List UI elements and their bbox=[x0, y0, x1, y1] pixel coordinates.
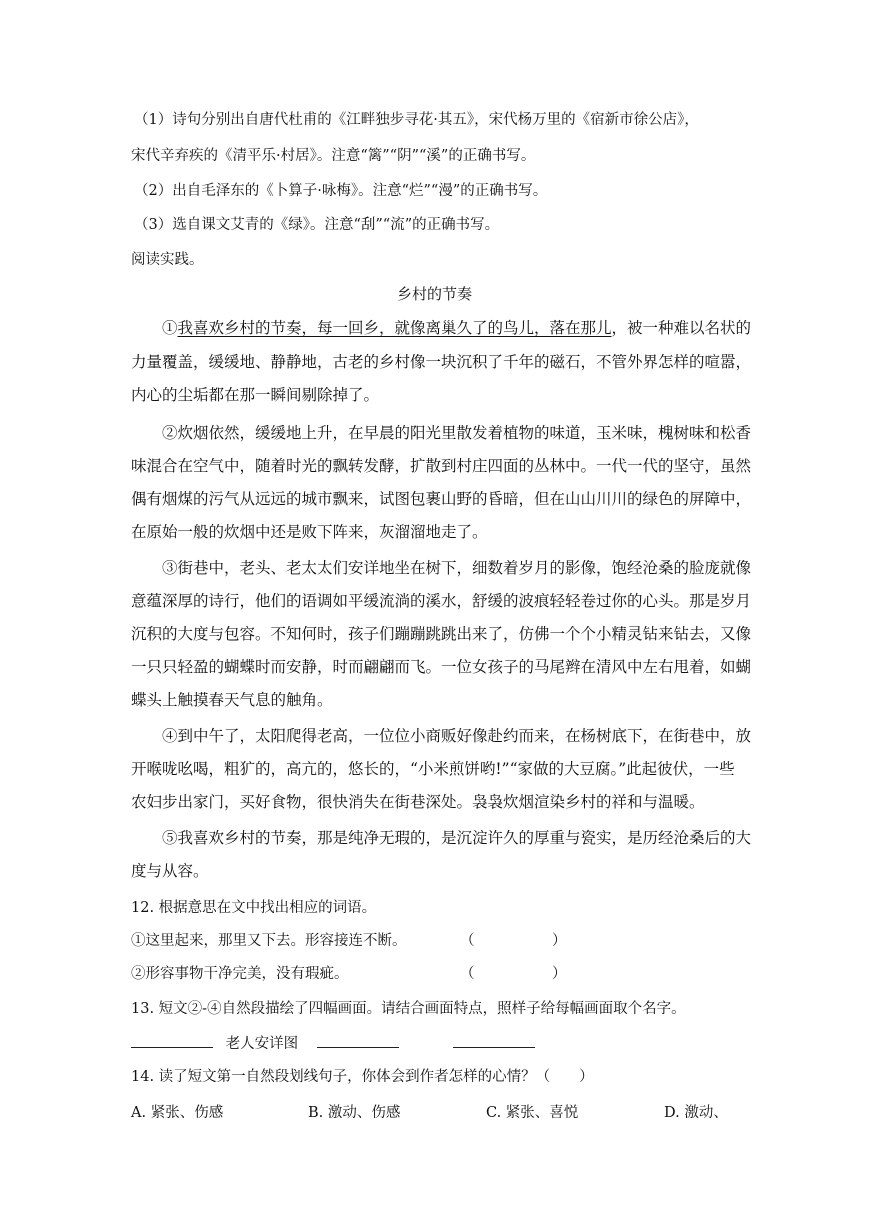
paragraph-1-line-2: 力量覆盖，缓缓地、静静地，古老的乡村像一块沉积了千年的磁石，不管外界怎样的喧嚣， bbox=[131, 353, 752, 371]
answer-blank-2[interactable] bbox=[317, 1033, 399, 1048]
paragraph-3-line-4: 一只只轻盈的蝴蝶时而安静，时而翩翩而飞。一位女孩子的马尾辫在清风中左右甩着，如蝴 bbox=[131, 658, 752, 676]
paragraph-2-line-3: 偶有烟煤的污气从远远的城市飘来，试图包裹山野的昏暗，但在山山川川的绿色的屏障中， bbox=[131, 490, 752, 508]
note-2: （2）出自毛泽东的《卜算子·咏梅》。注意“烂”“漫”的正确书写。 bbox=[134, 183, 548, 199]
answer-blank-1[interactable] bbox=[131, 1033, 213, 1048]
paragraph-2-line-1: ②炊烟依然，缓缓地上升，在早晨的阳光里散发着植物的味道，玉米味，槐树味和松香 bbox=[162, 424, 752, 442]
question-13-answer-row bbox=[131, 1033, 535, 1054]
paragraph-1-line-3: 内心的尘垢都在那一瞬间剔除掉了。 bbox=[131, 386, 380, 404]
option-c[interactable]: C. 紧张、喜悦 bbox=[486, 1105, 579, 1121]
option-b[interactable]: B. 激动、伤感 bbox=[308, 1105, 401, 1121]
question-13: 13. 短文②-④自然段描绘了四幅画面。请结合画面特点，照样子给每幅画面取个名字。 bbox=[131, 1001, 686, 1017]
paragraph-3-line-1: ③街巷中，老头、老太太们安详地坐在树下，细数着岁月的影像，饱经沧桑的脸庞就像 bbox=[162, 559, 752, 577]
reading-practice-label: 阅读实践。 bbox=[131, 252, 204, 268]
answer-paren-close-2[interactable]: ） bbox=[552, 966, 567, 982]
paragraph-2-line-2: 味混合在空气中，随着时光的飘转发酵，扩散到村庄四面的丛林中。一代一代的坚守，虽然 bbox=[131, 457, 752, 475]
note-3: （3）选自课文艾青的《绿》。注意“刮”“流”的正确书写。 bbox=[134, 217, 500, 233]
answer-paren-open-2: （ bbox=[460, 966, 475, 982]
option-a[interactable]: A. 紧张、伤感 bbox=[131, 1105, 224, 1121]
answer-blank-3[interactable] bbox=[453, 1033, 535, 1048]
paragraph-1-rest: ，被一种难以名状的 bbox=[611, 319, 752, 337]
paragraph-3-line-5: 蝶头上触摸春天气息的触角。 bbox=[131, 691, 333, 709]
paragraph-1-line-1 bbox=[162, 318, 751, 338]
question-14: 14. 读了短文第一自然段划线句子，你体会到作者怎样的心情？（ ） bbox=[131, 1069, 594, 1085]
paragraph-4-line-3: 农妇步出家门，买好食物，很快消失在街巷深处。袅袅炊烟渲染乡村的祥和与温暖。 bbox=[131, 793, 705, 811]
paragraph-1-number: ① bbox=[162, 319, 178, 337]
note-1-line-2: 宋代辛弃疾的《清平乐·村居》。注意“篱”“阴”“溪”的正确书写。 bbox=[131, 148, 536, 164]
paragraph-2-line-4: 在原始一般的炊烟中还是败下阵来，灰溜溜地走了。 bbox=[131, 523, 488, 541]
paragraph-3-line-3: 沉积的大度与包容。不知何时，孩子们蹦蹦跳跳出来了，仿佛一个个小精灵钻来钻去，又像 bbox=[131, 625, 752, 643]
paragraph-4-line-2: 开喉咙吆喝，粗犷的，高亢的，悠长的，“小米煎饼哟!”“家做的大豆腐。”此起彼伏，一些 bbox=[131, 760, 735, 778]
paragraph-4-line-1: ④到中午了，太阳爬得老高，一位位小商贩好像赴约而来，在杨树底下，在街巷中，放 bbox=[162, 727, 752, 745]
question-12: 12. 根据意思在文中找出相应的词语。 bbox=[131, 900, 377, 916]
example-answer: 老人安详图 bbox=[225, 1036, 299, 1052]
question-12-item-1: ①这里起来，那里又下去。形容接连不断。 bbox=[131, 933, 407, 949]
article-title: 乡村的节奏 bbox=[396, 285, 472, 303]
note-1-line-1: （1）诗句分别出自唐代杜甫的《江畔独步寻花·其五》，宋代杨万里的《宿新市徐公店》， bbox=[134, 112, 699, 128]
answer-paren-open-1: （ bbox=[460, 933, 475, 949]
paragraph-3-line-2: 意蕴深厚的诗行，他们的语调如平缓流淌的溪水，舒缓的波痕轻轻卷过你的心头。那是岁月 bbox=[131, 592, 752, 610]
underlined-sentence: 我喜欢乡村的节奏，每一回乡，就像离巢久了的鸟儿，落在那儿 bbox=[177, 319, 612, 337]
paragraph-5-line-2: 度与从容。 bbox=[131, 862, 209, 880]
question-12-item-2: ②形容事物干净完美，没有瑕疵。 bbox=[131, 966, 349, 982]
option-d[interactable]: D. 激动、 bbox=[664, 1105, 728, 1121]
answer-paren-close-1[interactable]: ） bbox=[552, 933, 567, 949]
paragraph-5-line-1: ⑤我喜欢乡村的节奏，那是纯净无瑕的，是沉淀许久的厚重与瓷实，是历经沧桑后的大 bbox=[162, 829, 752, 847]
